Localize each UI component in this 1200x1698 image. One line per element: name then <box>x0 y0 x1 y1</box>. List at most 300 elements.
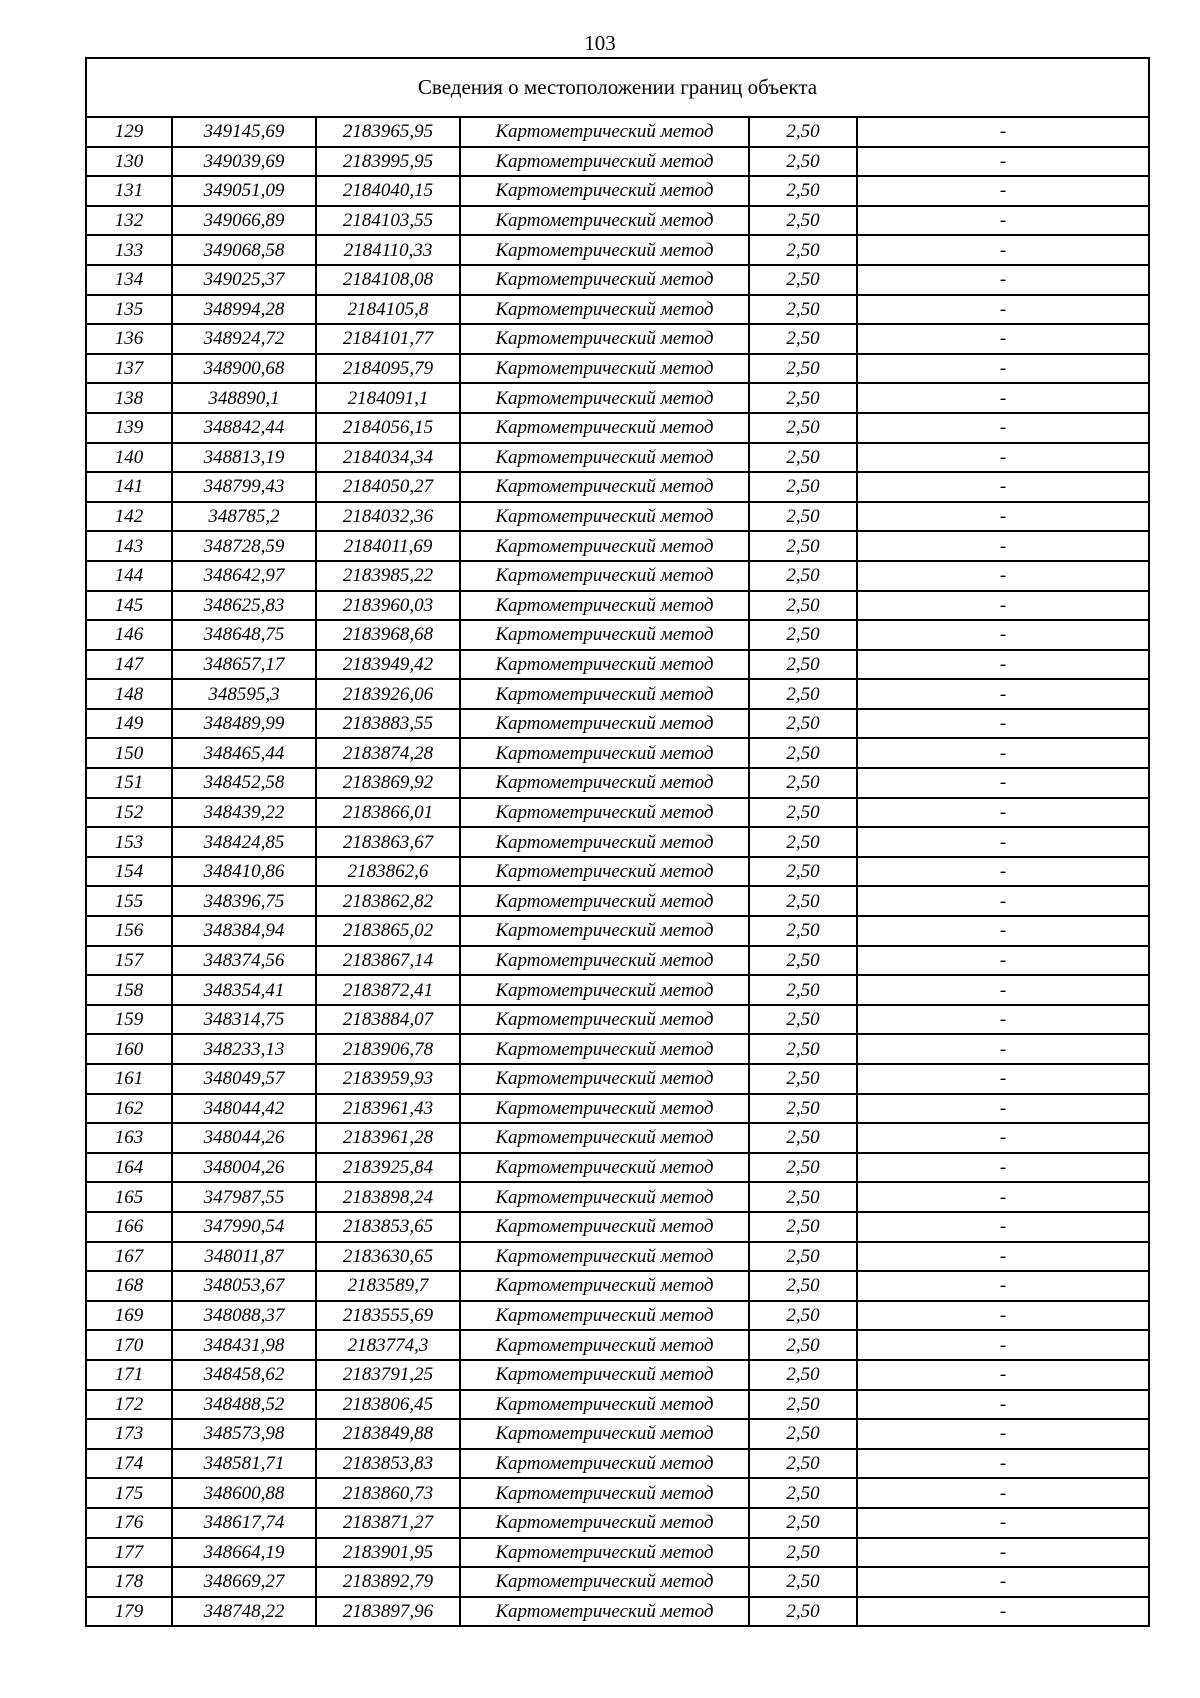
y-coordinate-cell: 2183774,3 <box>316 1330 460 1360</box>
method-cell: Картометрический метод <box>460 147 749 177</box>
x-coordinate-cell: 348642,97 <box>172 561 316 591</box>
description-cell: - <box>857 1242 1149 1272</box>
table-row <box>86 798 1149 828</box>
x-coordinate-cell: 348488,52 <box>172 1390 316 1420</box>
accuracy-cell: 2,50 <box>749 1390 857 1420</box>
y-coordinate-cell: 2183949,42 <box>316 650 460 680</box>
accuracy-cell: 2,50 <box>749 1271 857 1301</box>
method-cell: Картометрический метод <box>460 561 749 591</box>
accuracy-cell: 2,50 <box>749 235 857 265</box>
table-row <box>86 916 1149 946</box>
description-cell: - <box>857 857 1149 887</box>
description-cell: - <box>857 1478 1149 1508</box>
y-coordinate-cell: 2184095,79 <box>316 354 460 384</box>
accuracy-cell: 2,50 <box>749 117 857 147</box>
accuracy-cell: 2,50 <box>749 946 857 976</box>
description-cell: - <box>857 413 1149 443</box>
point-number-cell: 164 <box>86 1153 172 1183</box>
y-coordinate-cell: 2184110,33 <box>316 235 460 265</box>
method-cell: Картометрический метод <box>460 1360 749 1390</box>
method-cell: Картометрический метод <box>460 324 749 354</box>
point-number-cell: 172 <box>86 1390 172 1420</box>
table-row <box>86 117 1149 147</box>
method-cell: Картометрический метод <box>460 650 749 680</box>
point-number-cell: 170 <box>86 1330 172 1360</box>
table-row <box>86 176 1149 206</box>
point-number-cell: 178 <box>86 1567 172 1597</box>
table-row <box>86 1330 1149 1360</box>
point-number-cell: 145 <box>86 591 172 621</box>
y-coordinate-cell: 2184011,69 <box>316 531 460 561</box>
description-cell: - <box>857 946 1149 976</box>
point-number-cell: 148 <box>86 679 172 709</box>
y-coordinate-cell: 2183995,95 <box>316 147 460 177</box>
description-cell: - <box>857 1064 1149 1094</box>
method-cell: Картометрический метод <box>460 1182 749 1212</box>
accuracy-cell: 2,50 <box>749 383 857 413</box>
y-coordinate-cell: 2183961,28 <box>316 1123 460 1153</box>
point-number-cell: 174 <box>86 1449 172 1479</box>
point-number-cell: 156 <box>86 916 172 946</box>
point-number-cell: 140 <box>86 443 172 473</box>
description-cell: - <box>857 1597 1149 1627</box>
point-number-cell: 129 <box>86 117 172 147</box>
point-number-cell: 149 <box>86 709 172 739</box>
y-coordinate-cell: 2183898,24 <box>316 1182 460 1212</box>
description-cell: - <box>857 1360 1149 1390</box>
accuracy-cell: 2,50 <box>749 413 857 443</box>
description-cell: - <box>857 1153 1149 1183</box>
accuracy-cell: 2,50 <box>749 265 857 295</box>
page-number: 103 <box>584 31 616 55</box>
x-coordinate-cell: 348664,19 <box>172 1538 316 1568</box>
method-cell: Картометрический метод <box>460 1123 749 1153</box>
accuracy-cell: 2,50 <box>749 857 857 887</box>
table-row <box>86 827 1149 857</box>
point-number-cell: 163 <box>86 1123 172 1153</box>
x-coordinate-cell: 348799,43 <box>172 472 316 502</box>
method-cell: Картометрический метод <box>460 472 749 502</box>
y-coordinate-cell: 2184040,15 <box>316 176 460 206</box>
y-coordinate-cell: 2183806,45 <box>316 1390 460 1420</box>
description-cell: - <box>857 1330 1149 1360</box>
table-row <box>86 1034 1149 1064</box>
accuracy-cell: 2,50 <box>749 650 857 680</box>
table-row <box>86 1064 1149 1094</box>
x-coordinate-cell: 348424,85 <box>172 827 316 857</box>
accuracy-cell: 2,50 <box>749 324 857 354</box>
description-cell: - <box>857 1034 1149 1064</box>
x-coordinate-cell: 348452,58 <box>172 768 316 798</box>
accuracy-cell: 2,50 <box>749 561 857 591</box>
point-number-cell: 154 <box>86 857 172 887</box>
x-coordinate-cell: 348053,67 <box>172 1271 316 1301</box>
table-row <box>86 591 1149 621</box>
y-coordinate-cell: 2184103,55 <box>316 206 460 236</box>
x-coordinate-cell: 349025,37 <box>172 265 316 295</box>
y-coordinate-cell: 2184101,77 <box>316 324 460 354</box>
x-coordinate-cell: 348439,22 <box>172 798 316 828</box>
accuracy-cell: 2,50 <box>749 798 857 828</box>
description-cell: - <box>857 650 1149 680</box>
y-coordinate-cell: 2183871,27 <box>316 1508 460 1538</box>
method-cell: Картометрический метод <box>460 1094 749 1124</box>
accuracy-cell: 2,50 <box>749 827 857 857</box>
table-caption-row <box>86 58 1149 117</box>
description-cell: - <box>857 827 1149 857</box>
method-cell: Картометрический метод <box>460 1538 749 1568</box>
point-number-cell: 157 <box>86 946 172 976</box>
x-coordinate-cell: 349039,69 <box>172 147 316 177</box>
point-number-cell: 171 <box>86 1360 172 1390</box>
method-cell: Картометрический метод <box>460 1271 749 1301</box>
table-row <box>86 472 1149 502</box>
y-coordinate-cell: 2183884,07 <box>316 1005 460 1035</box>
accuracy-cell: 2,50 <box>749 1123 857 1153</box>
description-cell: - <box>857 975 1149 1005</box>
description-cell: - <box>857 324 1149 354</box>
x-coordinate-cell: 348431,98 <box>172 1330 316 1360</box>
x-coordinate-cell: 348011,87 <box>172 1242 316 1272</box>
point-number-cell: 139 <box>86 413 172 443</box>
method-cell: Картометрический метод <box>460 1597 749 1627</box>
x-coordinate-cell: 348890,1 <box>172 383 316 413</box>
table-row <box>86 1123 1149 1153</box>
point-number-cell: 169 <box>86 1301 172 1331</box>
y-coordinate-cell: 2183959,93 <box>316 1064 460 1094</box>
y-coordinate-cell: 2183589,7 <box>316 1271 460 1301</box>
accuracy-cell: 2,50 <box>749 1330 857 1360</box>
point-number-cell: 155 <box>86 886 172 916</box>
description-cell: - <box>857 561 1149 591</box>
table-row <box>86 354 1149 384</box>
x-coordinate-cell: 348314,75 <box>172 1005 316 1035</box>
table-body <box>86 117 1149 1626</box>
y-coordinate-cell: 2183901,95 <box>316 1538 460 1568</box>
point-number-cell: 175 <box>86 1478 172 1508</box>
y-coordinate-cell: 2183883,55 <box>316 709 460 739</box>
x-coordinate-cell: 347987,55 <box>172 1182 316 1212</box>
x-coordinate-cell: 348044,42 <box>172 1094 316 1124</box>
method-cell: Картометрический метод <box>460 531 749 561</box>
x-coordinate-cell: 349068,58 <box>172 235 316 265</box>
point-number-cell: 143 <box>86 531 172 561</box>
description-cell: - <box>857 591 1149 621</box>
point-number-cell: 136 <box>86 324 172 354</box>
description-cell: - <box>857 265 1149 295</box>
x-coordinate-cell: 348410,86 <box>172 857 316 887</box>
method-cell: Картометрический метод <box>460 413 749 443</box>
y-coordinate-cell: 2183862,82 <box>316 886 460 916</box>
method-cell: Картометрический метод <box>460 117 749 147</box>
y-coordinate-cell: 2183897,96 <box>316 1597 460 1627</box>
accuracy-cell: 2,50 <box>749 176 857 206</box>
method-cell: Картометрический метод <box>460 1449 749 1479</box>
table-row <box>86 679 1149 709</box>
x-coordinate-cell: 347990,54 <box>172 1212 316 1242</box>
description-cell: - <box>857 295 1149 325</box>
method-cell: Картометрический метод <box>460 975 749 1005</box>
method-cell: Картометрический метод <box>460 354 749 384</box>
table-row <box>86 709 1149 739</box>
point-number-cell: 144 <box>86 561 172 591</box>
table-row <box>86 1271 1149 1301</box>
x-coordinate-cell: 348924,72 <box>172 324 316 354</box>
table-row <box>86 1390 1149 1420</box>
y-coordinate-cell: 2183985,22 <box>316 561 460 591</box>
description-cell: - <box>857 679 1149 709</box>
x-coordinate-cell: 348044,26 <box>172 1123 316 1153</box>
table-row <box>86 1212 1149 1242</box>
table-row <box>86 1419 1149 1449</box>
method-cell: Картометрический метод <box>460 857 749 887</box>
description-cell: - <box>857 1419 1149 1449</box>
accuracy-cell: 2,50 <box>749 1508 857 1538</box>
y-coordinate-cell: 2183968,68 <box>316 620 460 650</box>
method-cell: Картометрический метод <box>460 265 749 295</box>
y-coordinate-cell: 2183867,14 <box>316 946 460 976</box>
point-number-cell: 130 <box>86 147 172 177</box>
description-cell: - <box>857 176 1149 206</box>
table-row <box>86 1478 1149 1508</box>
point-number-cell: 176 <box>86 1508 172 1538</box>
x-coordinate-cell: 348581,71 <box>172 1449 316 1479</box>
y-coordinate-cell: 2183555,69 <box>316 1301 460 1331</box>
point-number-cell: 159 <box>86 1005 172 1035</box>
description-cell: - <box>857 798 1149 828</box>
point-number-cell: 133 <box>86 235 172 265</box>
description-cell: - <box>857 1538 1149 1568</box>
description-cell: - <box>857 443 1149 473</box>
y-coordinate-cell: 2183630,65 <box>316 1242 460 1272</box>
accuracy-cell: 2,50 <box>749 620 857 650</box>
method-cell: Картометрический метод <box>460 1330 749 1360</box>
method-cell: Картометрический метод <box>460 1242 749 1272</box>
x-coordinate-cell: 349051,09 <box>172 176 316 206</box>
accuracy-cell: 2,50 <box>749 1034 857 1064</box>
accuracy-cell: 2,50 <box>749 679 857 709</box>
x-coordinate-cell: 348354,41 <box>172 975 316 1005</box>
table-row <box>86 1094 1149 1124</box>
y-coordinate-cell: 2183866,01 <box>316 798 460 828</box>
description-cell: - <box>857 1123 1149 1153</box>
description-cell: - <box>857 620 1149 650</box>
point-number-cell: 137 <box>86 354 172 384</box>
x-coordinate-cell: 348004,26 <box>172 1153 316 1183</box>
x-coordinate-cell: 348625,83 <box>172 591 316 621</box>
table-row <box>86 502 1149 532</box>
point-number-cell: 168 <box>86 1271 172 1301</box>
table-row <box>86 1508 1149 1538</box>
accuracy-cell: 2,50 <box>749 1360 857 1390</box>
y-coordinate-cell: 2184050,27 <box>316 472 460 502</box>
description-cell: - <box>857 502 1149 532</box>
table-row <box>86 1360 1149 1390</box>
table-row <box>86 235 1149 265</box>
table-row <box>86 620 1149 650</box>
x-coordinate-cell: 348657,17 <box>172 650 316 680</box>
accuracy-cell: 2,50 <box>749 1419 857 1449</box>
x-coordinate-cell: 348233,13 <box>172 1034 316 1064</box>
table-row <box>86 886 1149 916</box>
table-row <box>86 1567 1149 1597</box>
description-cell: - <box>857 354 1149 384</box>
method-cell: Картометрический метод <box>460 886 749 916</box>
table-row <box>86 1005 1149 1035</box>
accuracy-cell: 2,50 <box>749 1538 857 1568</box>
method-cell: Картометрический метод <box>460 709 749 739</box>
table-row <box>86 738 1149 768</box>
y-coordinate-cell: 2183863,67 <box>316 827 460 857</box>
point-number-cell: 162 <box>86 1094 172 1124</box>
accuracy-cell: 2,50 <box>749 1212 857 1242</box>
accuracy-cell: 2,50 <box>749 295 857 325</box>
table-row <box>86 413 1149 443</box>
description-cell: - <box>857 1449 1149 1479</box>
accuracy-cell: 2,50 <box>749 1005 857 1035</box>
point-number-cell: 165 <box>86 1182 172 1212</box>
description-cell: - <box>857 472 1149 502</box>
point-number-cell: 131 <box>86 176 172 206</box>
point-number-cell: 179 <box>86 1597 172 1627</box>
y-coordinate-cell: 2184034,34 <box>316 443 460 473</box>
table-row <box>86 531 1149 561</box>
y-coordinate-cell: 2184105,8 <box>316 295 460 325</box>
accuracy-cell: 2,50 <box>749 738 857 768</box>
description-cell: - <box>857 117 1149 147</box>
accuracy-cell: 2,50 <box>749 1242 857 1272</box>
description-cell: - <box>857 1508 1149 1538</box>
table-row <box>86 1182 1149 1212</box>
description-cell: - <box>857 206 1149 236</box>
accuracy-cell: 2,50 <box>749 916 857 946</box>
y-coordinate-cell: 2183892,79 <box>316 1567 460 1597</box>
method-cell: Картометрический метод <box>460 1419 749 1449</box>
method-cell: Картометрический метод <box>460 176 749 206</box>
y-coordinate-cell: 2183926,06 <box>316 679 460 709</box>
point-number-cell: 161 <box>86 1064 172 1094</box>
method-cell: Картометрический метод <box>460 1390 749 1420</box>
y-coordinate-cell: 2183961,43 <box>316 1094 460 1124</box>
point-number-cell: 166 <box>86 1212 172 1242</box>
point-number-cell: 152 <box>86 798 172 828</box>
table-row <box>86 1449 1149 1479</box>
method-cell: Картометрический метод <box>460 768 749 798</box>
description-cell: - <box>857 1005 1149 1035</box>
accuracy-cell: 2,50 <box>749 1153 857 1183</box>
table-row <box>86 206 1149 236</box>
method-cell: Картометрический метод <box>460 502 749 532</box>
method-cell: Картометрический метод <box>460 916 749 946</box>
table-row <box>86 1538 1149 1568</box>
x-coordinate-cell: 348088,37 <box>172 1301 316 1331</box>
point-number-cell: 153 <box>86 827 172 857</box>
accuracy-cell: 2,50 <box>749 1182 857 1212</box>
point-number-cell: 160 <box>86 1034 172 1064</box>
description-cell: - <box>857 383 1149 413</box>
table-row <box>86 857 1149 887</box>
method-cell: Картометрический метод <box>460 1301 749 1331</box>
table-row <box>86 768 1149 798</box>
y-coordinate-cell: 2183925,84 <box>316 1153 460 1183</box>
method-cell: Картометрический метод <box>460 1034 749 1064</box>
x-coordinate-cell: 348600,88 <box>172 1478 316 1508</box>
description-cell: - <box>857 1271 1149 1301</box>
x-coordinate-cell: 348648,75 <box>172 620 316 650</box>
accuracy-cell: 2,50 <box>749 975 857 1005</box>
y-coordinate-cell: 2183791,25 <box>316 1360 460 1390</box>
point-number-cell: 138 <box>86 383 172 413</box>
description-cell: - <box>857 531 1149 561</box>
description-cell: - <box>857 1182 1149 1212</box>
accuracy-cell: 2,50 <box>749 1094 857 1124</box>
point-number-cell: 135 <box>86 295 172 325</box>
accuracy-cell: 2,50 <box>749 709 857 739</box>
x-coordinate-cell: 348748,22 <box>172 1597 316 1627</box>
table-row <box>86 650 1149 680</box>
table-row <box>86 443 1149 473</box>
accuracy-cell: 2,50 <box>749 354 857 384</box>
y-coordinate-cell: 2183906,78 <box>316 1034 460 1064</box>
y-coordinate-cell: 2184032,36 <box>316 502 460 532</box>
table-row <box>86 1301 1149 1331</box>
method-cell: Картометрический метод <box>460 1478 749 1508</box>
x-coordinate-cell: 348785,2 <box>172 502 316 532</box>
description-cell: - <box>857 147 1149 177</box>
method-cell: Картометрический метод <box>460 946 749 976</box>
method-cell: Картометрический метод <box>460 1153 749 1183</box>
point-number-cell: 150 <box>86 738 172 768</box>
accuracy-cell: 2,50 <box>749 443 857 473</box>
description-cell: - <box>857 738 1149 768</box>
description-cell: - <box>857 1301 1149 1331</box>
description-cell: - <box>857 1094 1149 1124</box>
y-coordinate-cell: 2183872,41 <box>316 975 460 1005</box>
accuracy-cell: 2,50 <box>749 886 857 916</box>
method-cell: Картометрический метод <box>460 206 749 236</box>
point-number-cell: 132 <box>86 206 172 236</box>
table-row <box>86 147 1149 177</box>
accuracy-cell: 2,50 <box>749 147 857 177</box>
accuracy-cell: 2,50 <box>749 768 857 798</box>
table-row <box>86 946 1149 976</box>
method-cell: Картометрический метод <box>460 1567 749 1597</box>
accuracy-cell: 2,50 <box>749 1301 857 1331</box>
method-cell: Картометрический метод <box>460 295 749 325</box>
table-row <box>86 561 1149 591</box>
point-number-cell: 146 <box>86 620 172 650</box>
point-number-cell: 134 <box>86 265 172 295</box>
method-cell: Картометрический метод <box>460 591 749 621</box>
y-coordinate-cell: 2184108,08 <box>316 265 460 295</box>
accuracy-cell: 2,50 <box>749 531 857 561</box>
table-row <box>86 265 1149 295</box>
x-coordinate-cell: 348595,3 <box>172 679 316 709</box>
x-coordinate-cell: 348842,44 <box>172 413 316 443</box>
accuracy-cell: 2,50 <box>749 1478 857 1508</box>
description-cell: - <box>857 709 1149 739</box>
point-number-cell: 173 <box>86 1419 172 1449</box>
point-number-cell: 177 <box>86 1538 172 1568</box>
description-cell: - <box>857 768 1149 798</box>
method-cell: Картометрический метод <box>460 1005 749 1035</box>
method-cell: Картометрический метод <box>460 798 749 828</box>
y-coordinate-cell: 2184056,15 <box>316 413 460 443</box>
x-coordinate-cell: 348617,74 <box>172 1508 316 1538</box>
y-coordinate-cell: 2183853,83 <box>316 1449 460 1479</box>
method-cell: Картометрический метод <box>460 679 749 709</box>
method-cell: Картометрический метод <box>460 1212 749 1242</box>
